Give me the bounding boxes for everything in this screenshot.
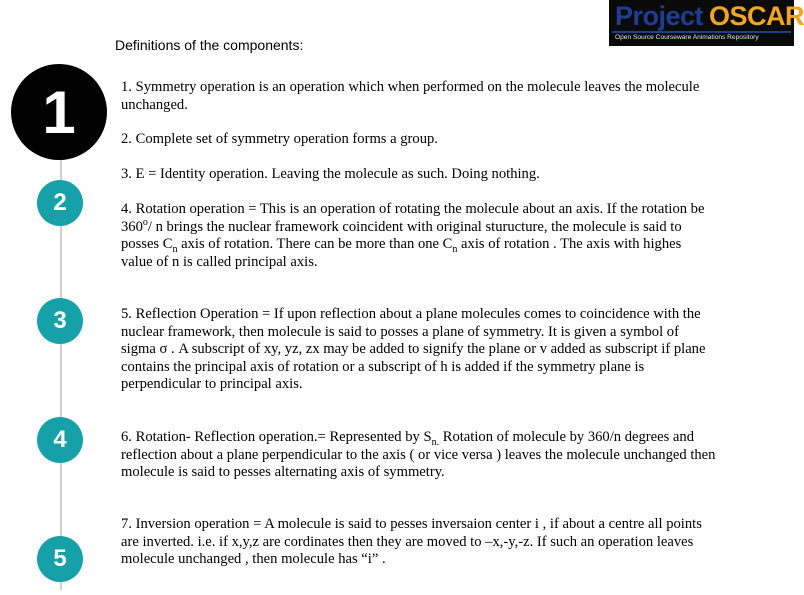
logo-divider [612, 31, 791, 33]
marker-circle-2: 2 [37, 180, 83, 226]
cn-subscript-2: n [452, 244, 458, 256]
logo-word-project: Project [615, 1, 704, 31]
rotation-text-b: / n brings the nuclear framework coincident with original sturucture, the molecule is said to posses C [121, 218, 682, 253]
marker-circle-1: 1 [11, 64, 107, 160]
definition-symmetry-operation: 1. Symmetry operation is an operation which when performed on the molecule leaves the molecule unchanged. [121, 79, 700, 113]
definition-inversion: 7. Inversion operation = A molecule is said to pesses inversaion center i , if about a centre all points are inverted. i.e. if x,y,z are cordinates then they are moved to –x,-y,-z. If such an operation leaves molecule unchanged , then molecule has “i” . [121, 516, 702, 568]
slide-title: Definitions of the components: [115, 37, 304, 53]
rotation-reflection-text-a: 6. Rotation- Reflection operation.= Represented by S [121, 429, 432, 445]
marker-circle-4: 4 [37, 417, 83, 463]
rotation-text-a: 4. Rotation operation = This is an operation of rotating the molecule about an axis. If the rotation be 360 [121, 201, 705, 235]
rotation-text-c: axis of rotation. There can be more than one C [177, 236, 453, 253]
definition-reflection: 5. Reflection Operation = If upon reflection about a plane molecules comes to coincidence with the nuclear framework, then molecule is said to posses a plane of symmetry. It is given a symbol of sigma σ . A subscript of xy, yz, zx may be added to signify the plane or v added as subscript if plane contains the principal axis of rotation or a subscript of h is added if the symmetry plane is perpendicular to principal axis. [121, 306, 706, 393]
sn-subscript: n. [431, 436, 440, 448]
marker-circle-3: 3 [37, 298, 83, 344]
rotation-reflection-text-b: Rotation of molecule by 360/n degrees and reflection about a plane perpendicular to the axis ( or vice versa ) leaves the molecule unchanged then molecule is said to pesses alternating axis of symmetry. [121, 429, 716, 481]
definition-identity: 3. E = Identity operation. Leaving the molecule as such. Doing nothing. [121, 166, 540, 182]
marker-circle-5: 5 [37, 536, 83, 582]
definition-group: 2. Complete set of symmetry operation forms a group. [121, 131, 438, 147]
definition-rotation [121, 201, 716, 271]
project-oscar-logo [609, 0, 804, 46]
logo-word-oscar: OSCAR [709, 1, 804, 31]
cn-subscript-1: n [172, 244, 178, 256]
degree-superscript: o [142, 216, 148, 228]
logo-tagline: Open Source Courseware Animations Repository [615, 34, 759, 41]
rotation-text-d: axis of rotation . The axis with highes value of n is called principal axis. [121, 236, 682, 270]
definition-rotation-reflection [121, 429, 716, 482]
